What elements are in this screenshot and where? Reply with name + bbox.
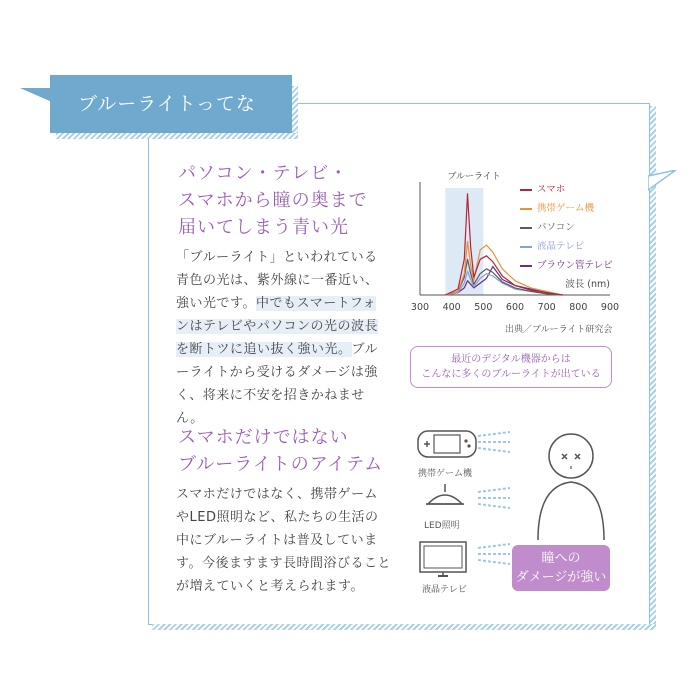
frame-arrow-icon	[648, 170, 678, 194]
person-icon	[528, 430, 614, 550]
callout-line: こんなに多くのブルーライトが出ている	[421, 369, 601, 380]
legend-item	[520, 199, 613, 218]
legend-label: パソコン	[537, 222, 575, 233]
legend-swatch	[520, 208, 532, 210]
legend-item	[520, 180, 613, 199]
legend-label: 液晶テレビ	[537, 241, 585, 252]
device-label-tv: 液晶テレビ	[422, 585, 467, 595]
legend-label: ブラウン管テレビ	[537, 260, 613, 271]
heading-line: パソコン・テレビ・	[178, 163, 349, 184]
chart-callout	[410, 346, 612, 388]
x-tick-label: 500	[474, 302, 493, 313]
legend-item	[520, 218, 613, 237]
legend-swatch	[520, 189, 532, 191]
legend-swatch	[520, 265, 532, 267]
device-label-game: 携帯ゲーム機	[418, 469, 473, 479]
callout-line: 最近のデジタル機器からは	[451, 354, 571, 365]
chart-source: 出典／ブルーライト研究会	[505, 325, 613, 335]
heading-line: 届いてしまう青い光	[178, 217, 349, 238]
led-light-icon	[420, 482, 470, 512]
legend-label: スマホ	[537, 184, 566, 195]
game-console-icon	[412, 425, 482, 465]
band-label: ブルーライト	[447, 172, 501, 182]
heading-line: スマホから瞳の奥まで	[178, 190, 368, 211]
body-text: ブルーライトから受けるダメージは強く、将来に不安を招きかねません。	[176, 342, 378, 426]
section2-body: スマホだけではなく、携帯ゲームやLED照明など、私たちの生活の中にブルーライトは普及しています。今後ますます長時間浴びることが増えていくと考えられます。	[176, 487, 391, 594]
legend-swatch	[520, 246, 532, 248]
light-rays	[478, 430, 514, 580]
x-axis-label: 波長 (nm)	[565, 279, 610, 290]
damage-badge	[512, 545, 610, 591]
x-tick-label: 600	[505, 302, 525, 313]
x-tick-label: 400	[442, 302, 461, 313]
legend-label: 携帯ゲーム機	[537, 203, 595, 214]
body-highlight: 中でもスマートフォンはテレビやパソコンの光の波長を断トツに追い抜く強い光。	[176, 296, 378, 357]
section1-heading	[178, 160, 368, 241]
heading-line: スマホだけではない	[178, 427, 349, 448]
legend-item	[520, 256, 613, 275]
tab-shadow-right	[292, 86, 298, 138]
tab-tail	[20, 88, 52, 102]
x-tick-label: 300	[410, 302, 430, 313]
x-tick-label: 700	[537, 302, 556, 313]
body-text: 「ブルーライト」といわれている青色の光は、紫外線に一番近い、強い光です。	[176, 250, 379, 311]
badge-line: 瞳への	[541, 551, 581, 566]
title-tab: ブルーライトってなに？	[50, 75, 292, 133]
frame-shadow-bottom	[152, 624, 656, 630]
legend-item	[520, 237, 613, 256]
x-tick-label: 800	[569, 302, 588, 313]
chart-legend	[520, 180, 613, 275]
section2-heading	[178, 424, 383, 478]
section1-body	[176, 246, 388, 430]
device-label-led: LED照明	[424, 521, 460, 531]
heading-line: ブルーライトのアイテム	[178, 454, 384, 475]
x-tick-label: 900	[600, 302, 620, 313]
legend-swatch	[520, 227, 532, 229]
lcd-tv-icon	[414, 538, 474, 582]
badge-line: ダメージが強い	[515, 570, 607, 585]
